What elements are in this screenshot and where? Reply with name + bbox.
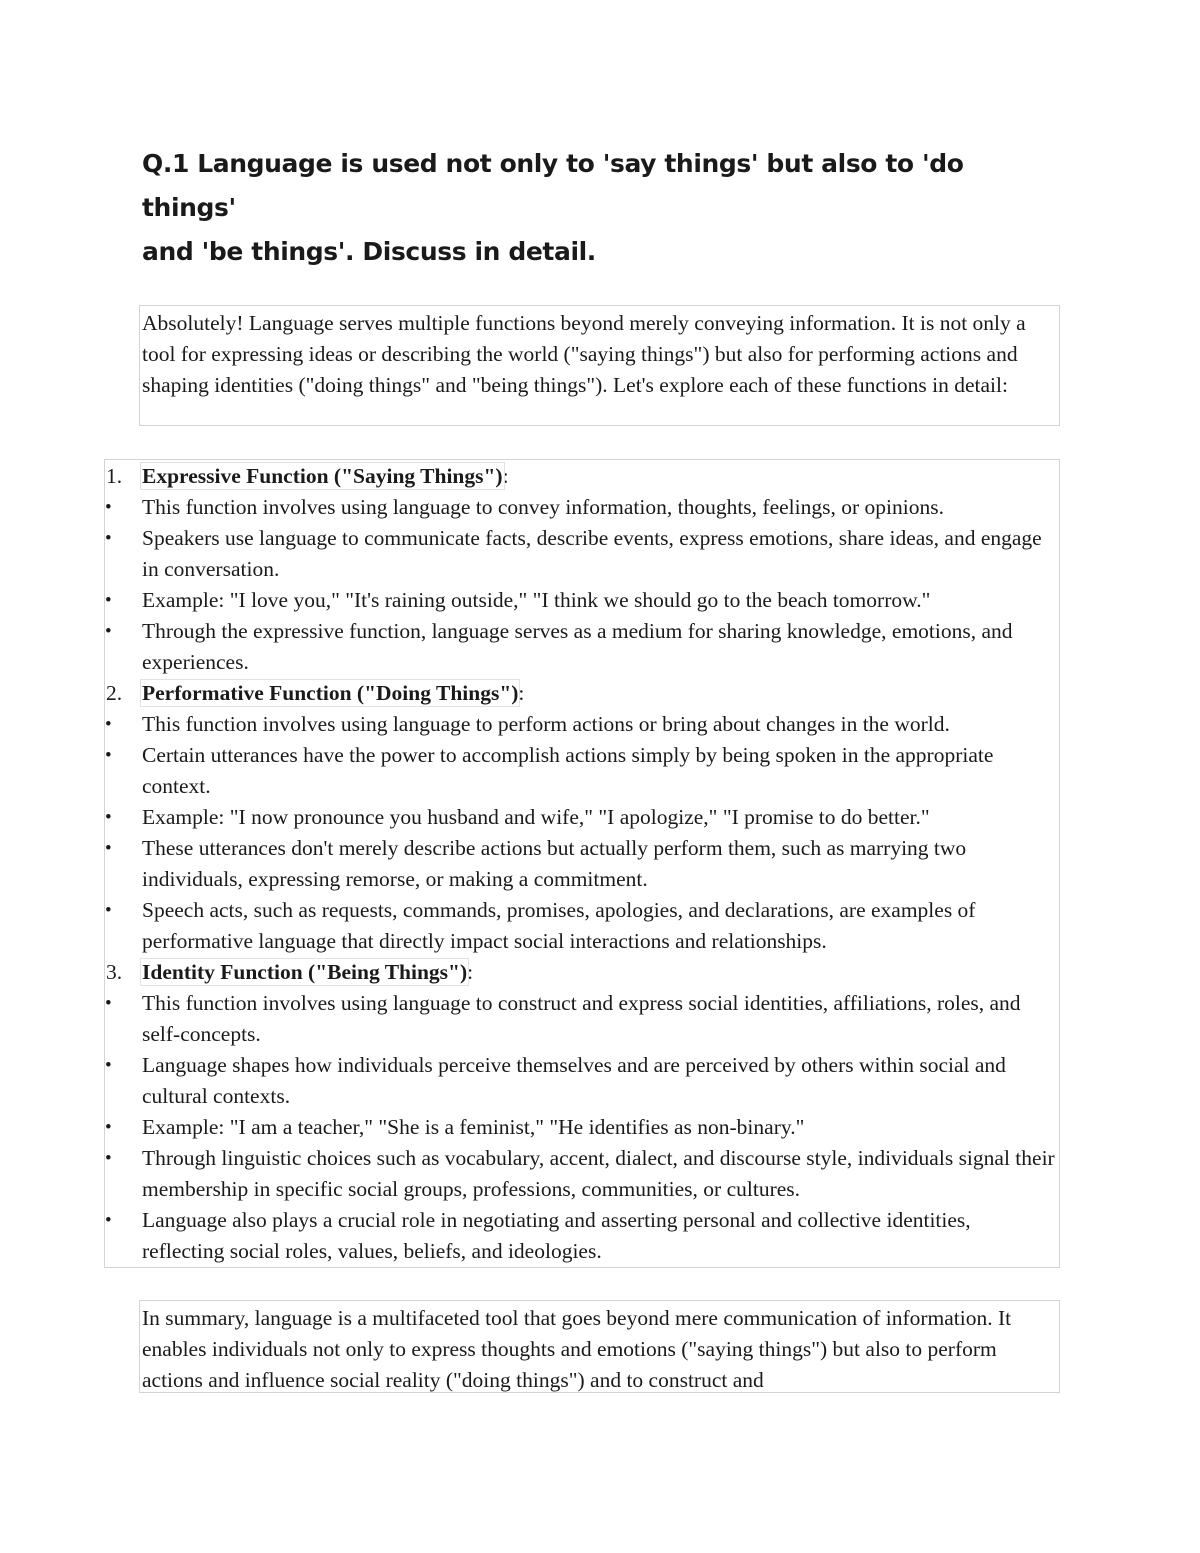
list-item xyxy=(105,1112,1057,1143)
function-title: Expressive Function ("Saying Things") xyxy=(142,464,503,488)
list-item-text: Speakers use language to communicate facts, describe events, express emotions, share ideas, and engage in conversation. xyxy=(142,526,1042,581)
list-item xyxy=(105,616,1057,678)
function-number: 3. xyxy=(106,960,123,984)
question-line-2: and 'be things'. Discuss in detail. xyxy=(142,237,596,266)
bullet-icon: • xyxy=(105,590,112,611)
list-item xyxy=(105,1143,1057,1205)
list-item xyxy=(105,740,1057,802)
bullet-icon: • xyxy=(105,807,112,828)
intro-paragraph: Absolutely! Language serves multiple functions beyond merely conveying information. It is not only a tool for expressing ideas or describing the world ("saying things") but also for performing actions and shaping identities ("doing things" and "being things"). Let's explore each of these functions in detail: xyxy=(142,311,1026,397)
bullet-icon: • xyxy=(105,1148,112,1169)
list-item-text: Speech acts, such as requests, commands, promises, apologies, and declarations, are examples of performative language that directly impact social interactions and relationships. xyxy=(142,898,976,953)
list-item xyxy=(105,523,1057,585)
bullet-icon: • xyxy=(105,1055,112,1076)
bullet-icon: • xyxy=(105,528,112,549)
functions-list-box xyxy=(104,459,1060,1268)
intro-text-box xyxy=(139,305,1060,426)
list-item xyxy=(105,802,1057,833)
function-title-colon: : xyxy=(502,464,509,488)
list-item-text: This function involves using language to convey information, thoughts, feelings, or opinions. xyxy=(142,495,944,519)
list-item xyxy=(105,833,1057,895)
list-item-text: These utterances don't merely describe actions but actually perform them, such as marrying two individuals, expressing remorse, or making a commitment. xyxy=(142,836,967,891)
list-item xyxy=(105,1205,1057,1267)
bullet-icon: • xyxy=(105,1117,112,1138)
list-item xyxy=(105,895,1057,957)
bullet-icon: • xyxy=(105,745,112,766)
function-title: Identity Function ("Being Things") xyxy=(142,960,468,984)
list-item-text: Example: "I love you," "It's raining outside," "I think we should go to the beach tomorrow." xyxy=(142,588,931,612)
summary-paragraph: In summary, language is a multifaceted tool that goes beyond mere communication of information. It enables individuals not only to express thoughts and emotions ("saying things") but also to perform actions and influence social reality ("doing things") and to construct and xyxy=(142,1306,1012,1392)
bullet-icon: • xyxy=(105,1210,112,1231)
function-number: 1. xyxy=(106,464,123,488)
list-item-text: Language shapes how individuals perceive themselves and are perceived by others within social and cultural contexts. xyxy=(142,1053,1006,1108)
list-item-text: Certain utterances have the power to accomplish actions simply by being spoken in the appropriate context. xyxy=(142,743,994,798)
list-item-text: Language also plays a crucial role in negotiating and asserting personal and collective identities, reflecting social roles, values, beliefs, and ideologies. xyxy=(142,1208,971,1263)
summary-text-box xyxy=(139,1300,1060,1393)
list-item-text: Example: "I am a teacher," "She is a feminist," "He identifies as non-binary." xyxy=(142,1115,805,1139)
bullet-icon: • xyxy=(105,900,112,921)
function-title: Performative Function ("Doing Things") xyxy=(142,681,519,705)
question-heading xyxy=(142,142,1042,274)
function-heading-2 xyxy=(105,678,1057,709)
list-item-text: This function involves using language to construct and express social identities, affiliations, roles, and self-concepts. xyxy=(142,991,1021,1046)
function-heading-3 xyxy=(105,957,1057,988)
list-item-text: Through the expressive function, language serves as a medium for sharing knowledge, emotions, and experiences. xyxy=(142,619,1013,674)
list-item xyxy=(105,492,1057,523)
function-title-colon: : xyxy=(518,681,525,705)
bullet-icon: • xyxy=(105,714,112,735)
bullet-icon: • xyxy=(105,621,112,642)
question-line-1: Q.1 Language is used not only to 'say things' but also to 'do things' xyxy=(142,149,964,222)
list-item-text: Through linguistic choices such as vocabulary, accent, dialect, and discourse style, individuals signal their membership in specific social groups, professions, communities, or cultures. xyxy=(142,1146,1055,1201)
list-item xyxy=(105,988,1057,1050)
function-number: 2. xyxy=(106,681,123,705)
bullet-icon: • xyxy=(105,497,112,518)
function-title-colon: : xyxy=(467,960,474,984)
list-item xyxy=(105,709,1057,740)
list-item xyxy=(105,585,1057,616)
bullet-icon: • xyxy=(105,838,112,859)
list-item xyxy=(105,1050,1057,1112)
list-item-text: Example: "I now pronounce you husband and wife," "I apologize," "I promise to do better." xyxy=(142,805,930,829)
bullet-icon: • xyxy=(105,993,112,1014)
function-heading-1 xyxy=(105,461,1057,492)
list-item-text: This function involves using language to perform actions or bring about changes in the world. xyxy=(142,712,950,736)
